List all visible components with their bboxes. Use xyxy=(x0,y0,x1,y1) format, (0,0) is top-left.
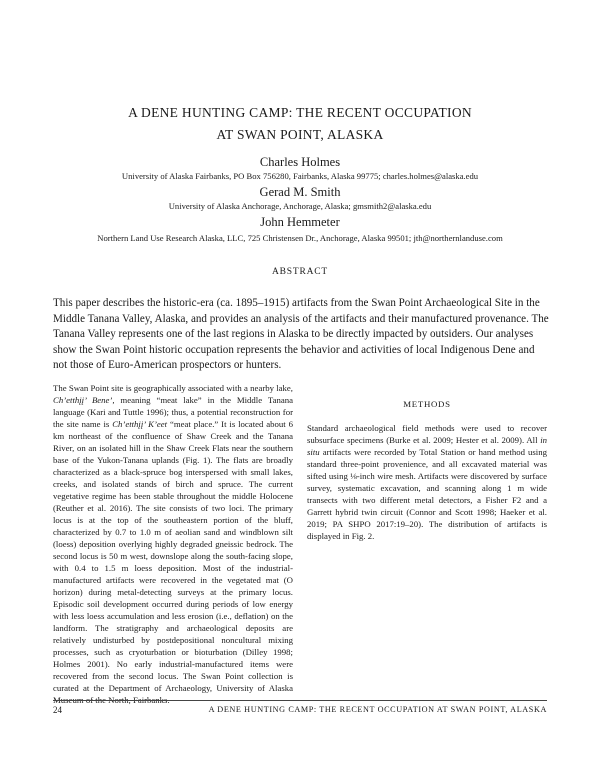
author-name: Gerad M. Smith xyxy=(259,185,341,199)
methods-paragraph: Standard archaeological field methods were used to recover subsurface specimens (Burke et al. 2009; Hester et al. 2009). All in situ artifacts were recorded by Total Station or hand method using standard three-point provenience, and all excavated material was sifted using ⅛-inch wire mesh. Artifacts were discovered by surface survey, systematic excavation, and scanning along 1 m wide transects with two different metal detectors, a Fisher F2 and a Garrett hybrid twin circuit (Connor and Scott 1998; Haeker et al. 2019; PA SHPO 2017:19–20). The distribution of artifacts is displayed in Fig. 2. xyxy=(307,423,547,541)
running-title: A DENE HUNTING CAMP: THE RECENT OCCUPATION AT SWAN POINT, ALASKA xyxy=(208,705,547,714)
author-name: Charles Holmes xyxy=(259,155,341,169)
page-number: 24 xyxy=(53,705,62,715)
author-name: John Hemmeter xyxy=(260,215,340,229)
abstract-heading: ABSTRACT xyxy=(271,267,329,277)
intro-text: , meaning “meat lake” in the Middle Tanana language (Kari and Tuttle 1996); thus, a potential reconstruction for the site name is xyxy=(53,395,293,429)
paper-title-line-2: AT SWAN POINT, ALASKA xyxy=(216,127,384,142)
intro-text: The Swan Point site is geographically associated with a nearby lake, xyxy=(53,383,293,393)
site-name-term: Ch’etthįį’ K’eet xyxy=(112,419,168,429)
lake-name-term: Ch’etthįį’ Bene’ xyxy=(53,395,113,405)
author-affiliation: Northern Land Use Research Alaska, LLC, 725 Christensen Dr., Anchorage, Alaska 99501; jth@northernlanduse.com xyxy=(97,233,503,243)
paper-title-line-1: A DENE HUNTING CAMP: THE RECENT OCCUPATION xyxy=(128,105,472,120)
abstract-text: This paper describes the historic-era (ca. 1895–1915) artifacts from the Swan Point Archaeological Site in the Middle Tanana Valley, Alaska, and provides an analysis of the artifacts and their manufactured provenance. The Tanana Valley represents one of the last regions in Alaska to be directly impacted by outsiders. Our analyses show the Swan Point historic occupation represents the behavior and activities of local Indigenous Dene and not those of Euro-American prospectors or hunters. xyxy=(53,297,549,371)
body-column-left xyxy=(53,382,293,706)
body-column-right xyxy=(307,382,547,542)
intro-text: “meat place.” It is located about 6 km northeast of the confluence of Shaw Creek and the Tanana River, on an isolated hill in the Shaw Creek Flats near the southern base of the Yukon-Tanana uplands (Fig. 1). The flats are broadly characterized as a black-spruce bog interspersed with small lakes, creeks, and isolated stands of birch and spruce. The current vegetative regime has been stable throughout the middle Holocene (Reuther et al. 2016). The site consists of two loci. The primary locus is at the top of the southeastern portion of the bluff, characterized by 0.7 to 1.0 m of aeolian sand and windblown silt (loess) deposition overlying highly degraded gneissic bedrock. The second locus is 50 m west, downslope along the south-facing slope, with 0.4 to 1.5 m loess deposition. Most of the industrial-manufactured artifacts were recovered in the vegetated mat (O horizon) during metal-detecting surveys at the primary locus. Episodic soil development occurred during periods of low energy with less loess accumulation and less erosion (i.e., deflation) on the landform. The stratigraphy and archaeological deposits are relatively undisturbed by postdepositional noncultural mixing processes, such as cryoturbation or bioturbation (Dilley 1998; Holmes 2001). No early industrial-manufactured items were recovered from the second locus. The Swan Point collection is curated at the Department of Archaeology, University of Alaska Museum of the North, Fairbanks. xyxy=(53,419,293,705)
intro-paragraph-part-1 xyxy=(53,382,293,706)
in-situ-term: in situ xyxy=(307,435,547,457)
methods-heading: METHODS xyxy=(403,399,451,409)
author-affiliation: University of Alaska Fairbanks, PO Box 756280, Fairbanks, Alaska 99775; charles.holmes@alaska.edu xyxy=(121,171,479,181)
author-affiliation: University of Alaska Anchorage, Anchorage, Alaska; gmsmith2@alaska.edu xyxy=(168,201,432,211)
footer-rule xyxy=(53,700,547,701)
